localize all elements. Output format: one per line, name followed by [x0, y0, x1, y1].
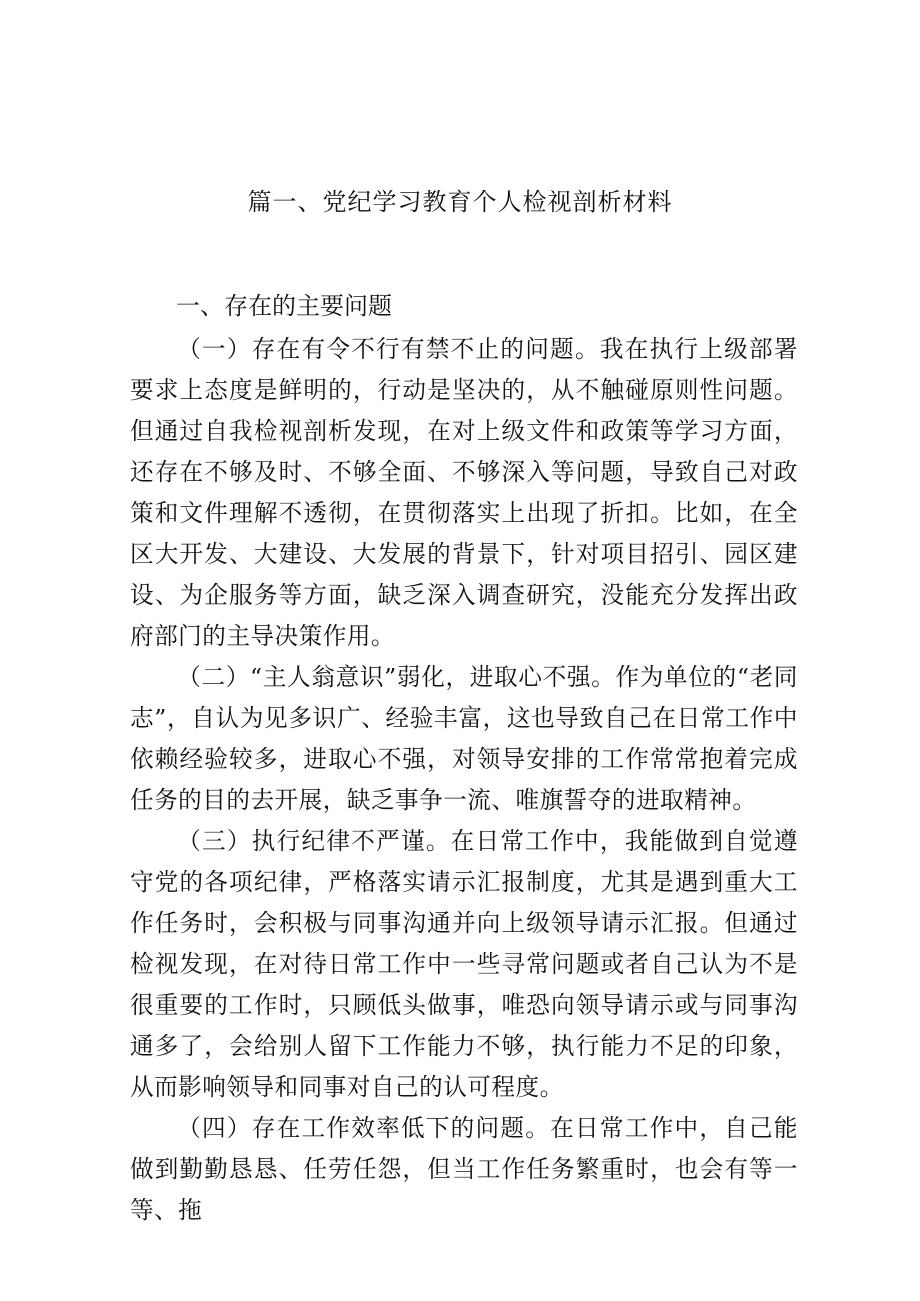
document-body: [130, 329, 798, 1231]
document-title: 篇一、党纪学习教育个人检视剖析材料: [247, 188, 673, 216]
section-heading: 一、存在的主要问题: [176, 292, 392, 320]
paragraph-2: （二）“主人翁意识”弱化，进取心不强。作为单位的“老同志”，自认为见多识广、经验丰富，这也导致自己在日常工作中依赖经验较多，进取心不强，对领导安排的工作常常抱着完成任务的目的去开展，缺乏事争一流、唯旗誓夺的进取精神。: [130, 663, 798, 814]
paragraph-4: （四）存在工作效率低下的问题。在日常工作中，自己能做到勤勤恳恳、任劳任怨，但当工作任务繁重时，也会有等一等、拖: [130, 1114, 798, 1224]
paragraph-1: （一）存在有令不行有禁不止的问题。我在执行上级部署要求上态度是鲜明的，行动是坚决的，从不触碰原则性问题。但通过自我检视剖析发现，在对上级文件和政策等学习方面，还存在不够及时、不够全面、不够深入等问题，导致自己对政策和文件理解不透彻，在贯彻落实上出现了折扣。比如，在全区大开发、大建设、大发展的背景下，针对项目招引、园区建设、为企服务等方面，缺乏深入调查研究，没能充分发挥出政府部门的主导决策作用。: [130, 335, 798, 650]
paragraph-3: （三）执行纪律不严谨。在日常工作中，我能做到自觉遵守党的各项纪律，严格落实请示汇报制度，尤其是遇到重大工作任务时，会积极与同事沟通并向上级领导请示汇报。但通过检视发现，在对待日常工作中一些寻常问题或者自己认为不是很重要的工作时，只顾低头做事，唯恐向领导请示或与同事沟通多了，会给别人留下工作能力不够，执行能力不足的印象，从而影响领导和同事对自己的认可程度。: [130, 827, 798, 1101]
